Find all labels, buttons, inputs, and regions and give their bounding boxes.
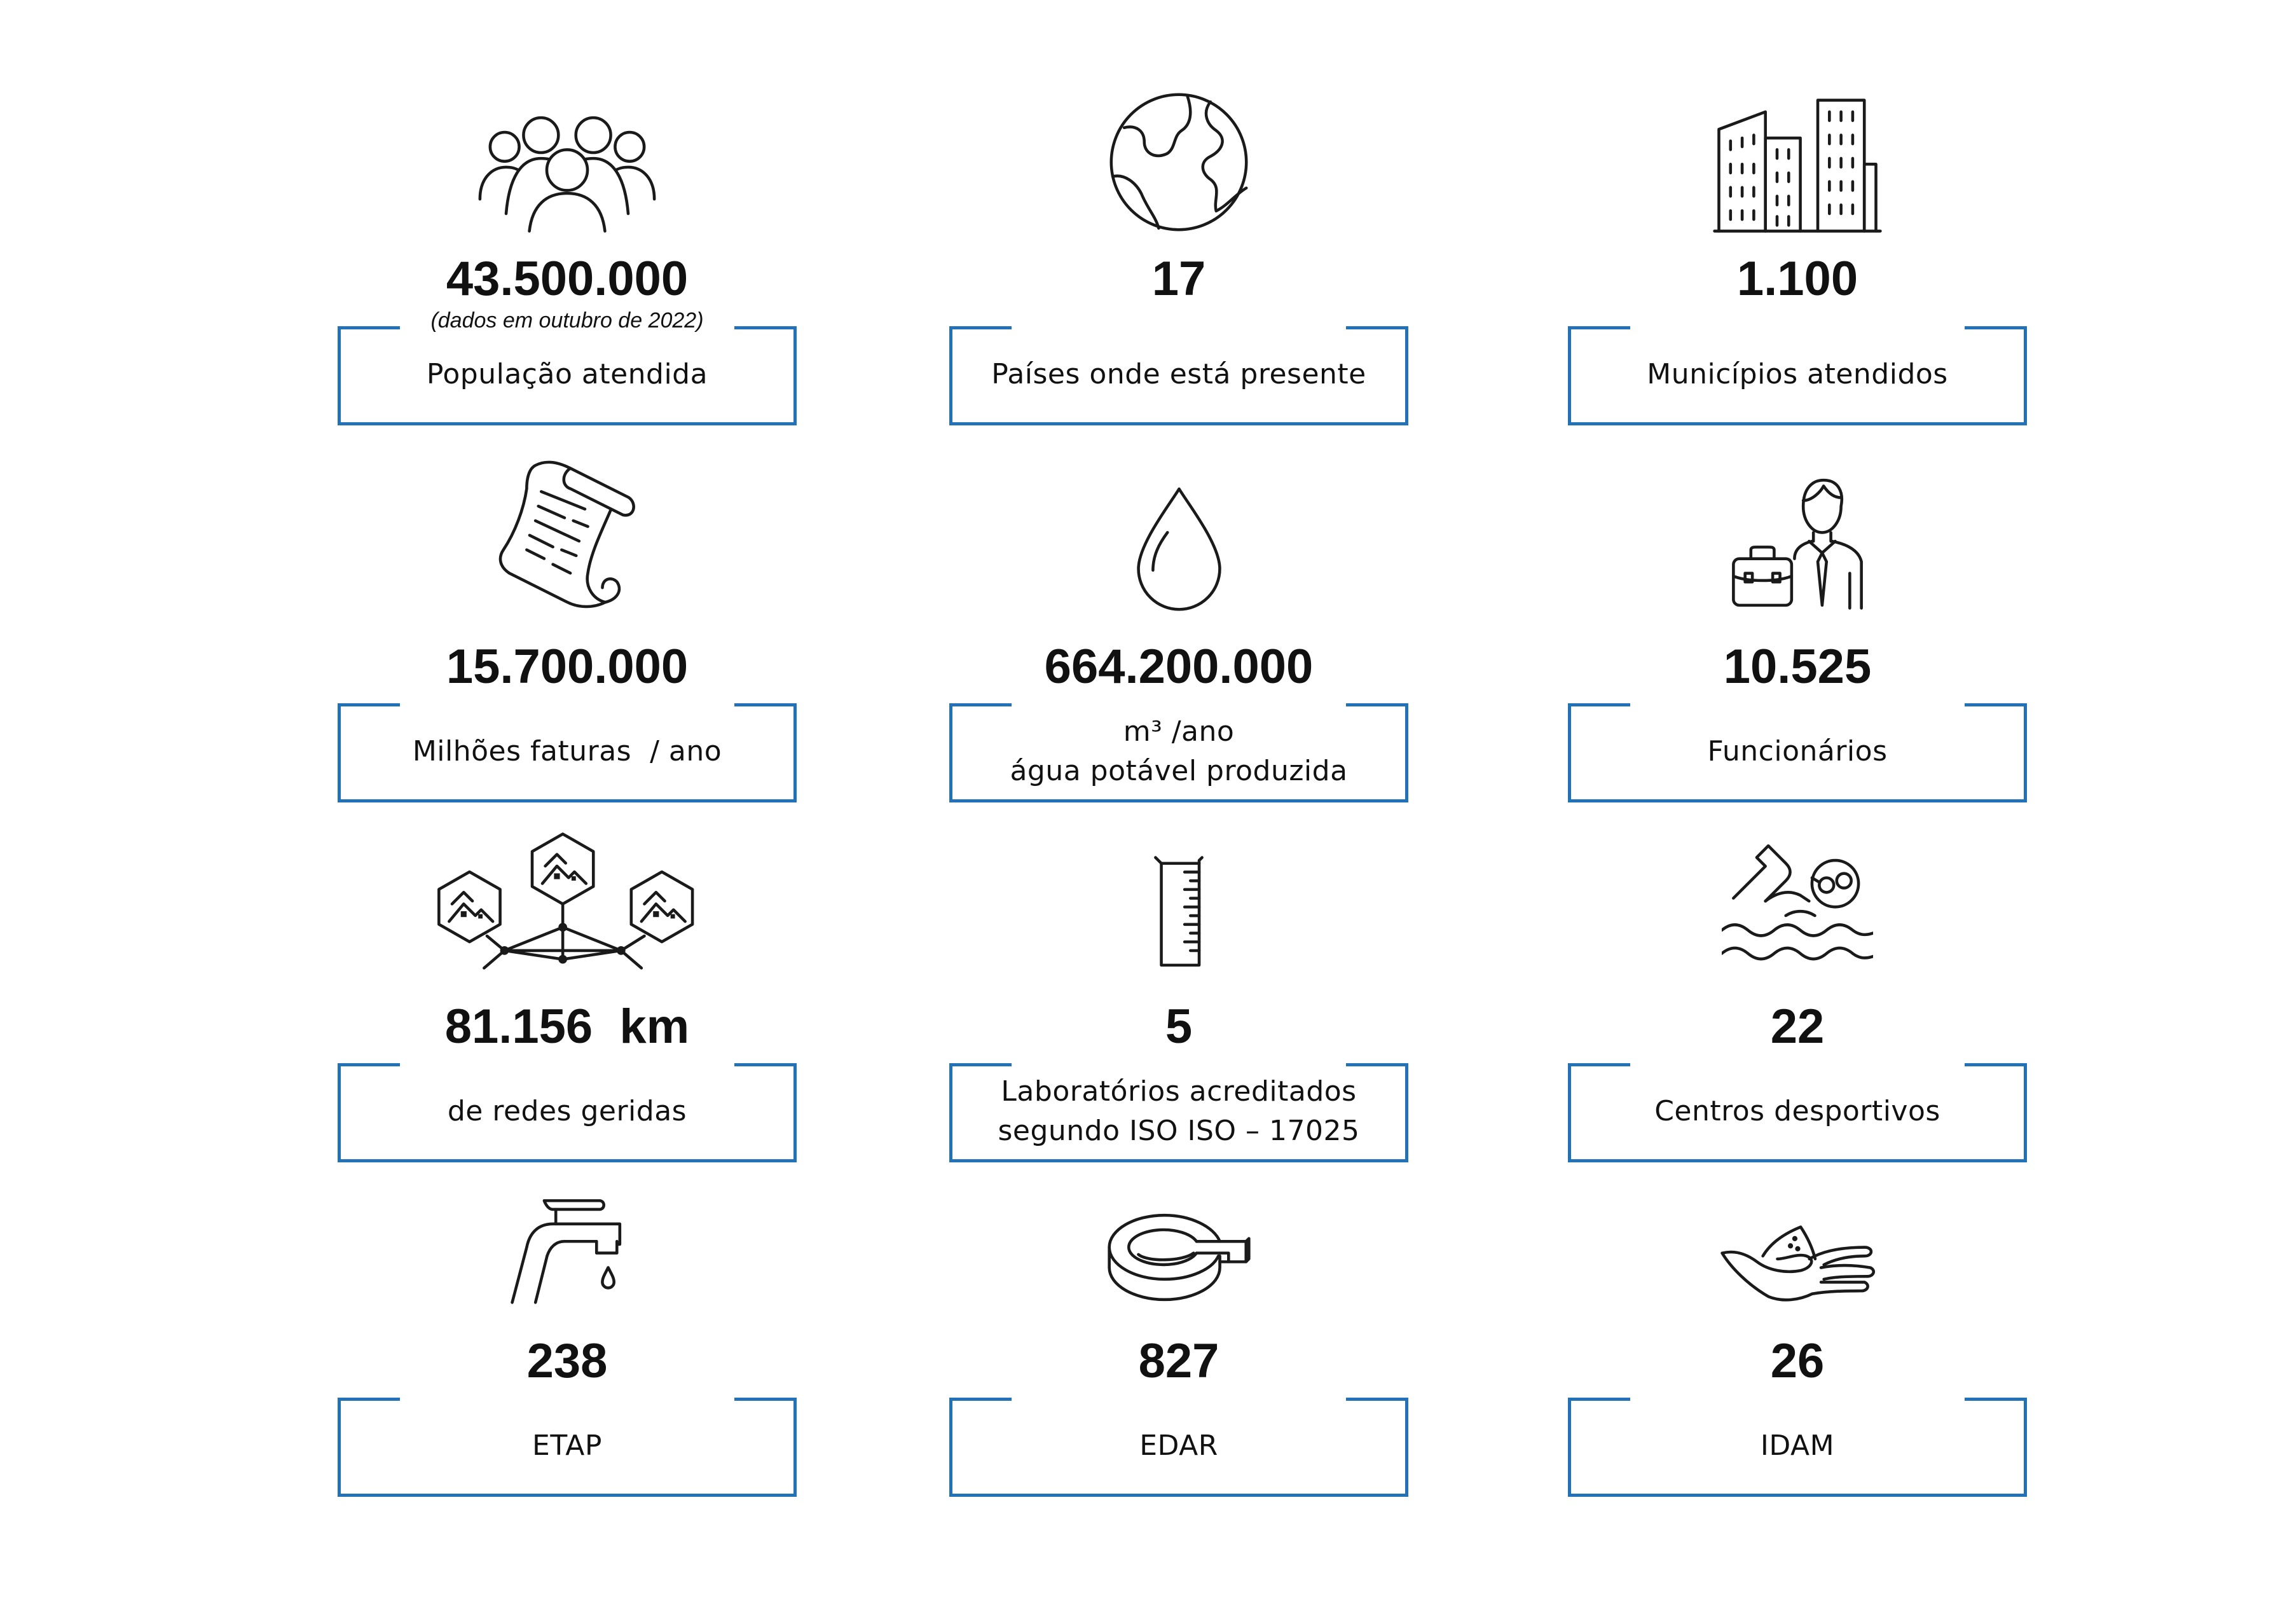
box-top-right-segment	[734, 1398, 797, 1401]
stat-value: 81.156 km	[444, 1000, 690, 1054]
stat-label-box	[1568, 326, 2027, 425]
stat-note: (dados em outubro de 2022)	[430, 308, 704, 333]
icon-area	[949, 452, 1408, 611]
box-top-right-segment	[1965, 326, 2027, 329]
stat-value: 664.200.000	[1044, 640, 1314, 694]
box-top-right-segment	[734, 703, 797, 706]
stat-card-population	[338, 81, 797, 425]
faucet-icon	[509, 1195, 626, 1305]
stat-value: 5	[1165, 1000, 1193, 1054]
treatment-tank-icon	[1106, 1209, 1252, 1305]
stat-label-box	[1568, 1398, 2027, 1497]
stat-card-idam	[1568, 1153, 2027, 1497]
box-top-left-segment	[949, 326, 1012, 329]
box-top-right-segment	[1965, 1398, 2027, 1401]
stat-card-sports-centers	[1568, 818, 2027, 1162]
stat-label: Centros desportivos	[1654, 1094, 1940, 1127]
stat-label: IDAM	[1760, 1429, 1835, 1462]
stat-card-networks	[338, 818, 797, 1162]
stat-label-box	[949, 703, 1408, 802]
invoice-scroll-icon	[495, 457, 640, 611]
stat-value: 1.100	[1736, 252, 1858, 306]
stat-label-box	[949, 326, 1408, 425]
box-top-left-segment	[949, 1398, 1012, 1401]
stat-card-employees	[1568, 458, 2027, 802]
icon-area	[338, 1146, 797, 1305]
stat-label: Milhões faturas / ano	[412, 734, 722, 767]
stat-label: População atendida	[426, 357, 708, 390]
stat-label-line-1: m³ /ano	[1123, 715, 1235, 748]
stat-value: 17	[1151, 252, 1206, 306]
icon-area	[949, 1146, 1408, 1305]
network-houses-icon	[437, 831, 697, 971]
box-top-right-segment	[1965, 703, 2027, 706]
stat-value: 15.700.000	[446, 640, 689, 694]
box-top-right-segment	[1346, 703, 1408, 706]
stat-card-municipalities	[1568, 81, 2027, 425]
box-top-right-segment	[1346, 1398, 1408, 1401]
stat-label-box	[338, 1398, 797, 1497]
stat-card-drinking-water	[949, 458, 1408, 802]
icon-area	[949, 75, 1408, 234]
icon-area	[949, 812, 1408, 971]
water-drop-icon	[1136, 486, 1223, 611]
stat-label: EDAR	[1139, 1429, 1218, 1462]
stat-label-line-1: Laboratórios acreditados	[1001, 1075, 1357, 1108]
graduated-cylinder-icon	[1150, 855, 1208, 971]
stat-value: 827	[1138, 1334, 1219, 1388]
stat-label: Municípios atendidos	[1647, 357, 1948, 390]
icon-area	[338, 812, 797, 971]
stat-card-invoices	[338, 458, 797, 802]
stat-label-box	[1568, 703, 2027, 802]
icon-area	[338, 75, 797, 234]
icon-area	[338, 452, 797, 611]
stat-label-box	[338, 703, 797, 802]
stat-value: 22	[1770, 1000, 1825, 1054]
icon-area	[1568, 1146, 2027, 1305]
box-top-left-segment	[338, 1398, 400, 1401]
stat-value: 238	[526, 1334, 608, 1388]
employee-briefcase-icon	[1727, 474, 1867, 611]
box-top-right-segment	[734, 326, 797, 329]
icon-area	[1568, 452, 2027, 611]
box-top-left-segment	[949, 703, 1012, 706]
icon-area	[1568, 812, 2027, 971]
stat-label: de redes geridas	[447, 1094, 687, 1127]
stat-card-edar	[949, 1153, 1408, 1497]
stat-value: 26	[1770, 1334, 1825, 1388]
stat-value: 10.525	[1723, 640, 1872, 694]
box-top-left-segment	[338, 703, 400, 706]
stat-label-box	[949, 1398, 1408, 1497]
icon-area	[1568, 75, 2027, 234]
box-top-left-segment	[1568, 1398, 1630, 1401]
box-top-left-segment	[1568, 703, 1630, 706]
stat-card-countries	[949, 81, 1408, 425]
people-group-icon	[477, 112, 657, 234]
box-top-right-segment	[1346, 1063, 1408, 1066]
box-top-left-segment	[1568, 326, 1630, 329]
swimmer-icon	[1722, 840, 1873, 971]
stat-label-line-2: água potável produzida	[1010, 754, 1348, 787]
globe-icon	[1107, 90, 1251, 234]
box-top-left-segment	[1568, 1063, 1630, 1066]
stat-label-line-2: segundo ISO ISO – 17025	[998, 1114, 1360, 1147]
box-top-left-segment	[949, 1063, 1012, 1066]
stat-card-etap	[338, 1153, 797, 1497]
stat-card-laboratories	[949, 818, 1408, 1162]
box-top-left-segment	[338, 326, 400, 329]
buildings-icon	[1713, 97, 1882, 234]
box-top-right-segment	[734, 1063, 797, 1066]
stat-label: Funcionários	[1707, 734, 1888, 767]
stat-label: Países onde está presente	[991, 357, 1366, 390]
stat-label-box	[338, 326, 797, 425]
box-top-left-segment	[338, 1063, 400, 1066]
box-top-right-segment	[1346, 326, 1408, 329]
box-top-right-segment	[1965, 1063, 2027, 1066]
stat-value: 43.500.000	[446, 252, 689, 306]
desalination-hand-icon	[1719, 1224, 1876, 1305]
stat-label: ETAP	[532, 1429, 602, 1462]
